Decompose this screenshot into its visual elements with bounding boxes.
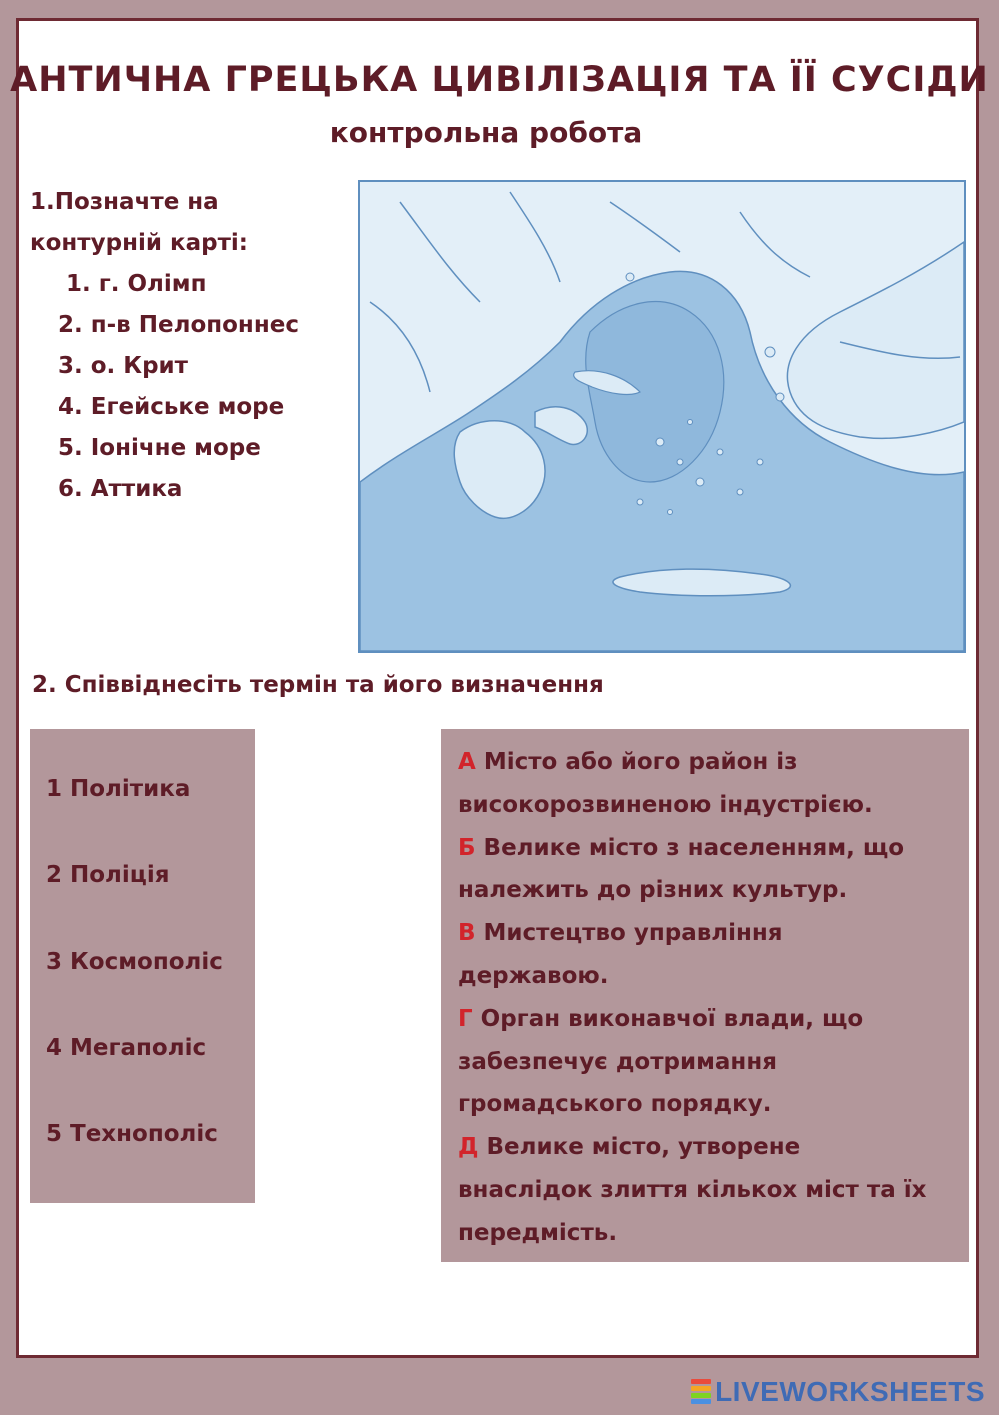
liveworksheets-logo — [691, 1375, 985, 1409]
task1-item: 3. о. Крит — [58, 353, 189, 379]
definition-text: Мистецтво управління — [475, 920, 783, 947]
definition-line — [458, 1041, 959, 1084]
contour-map-drawing — [360, 182, 964, 651]
definition-text: належить до різних культур. — [458, 877, 848, 904]
definition-letter: Г — [458, 1005, 473, 1032]
term-item[interactable]: 5 Технополіс — [46, 1121, 218, 1147]
term-item[interactable]: 2 Поліція — [46, 862, 170, 888]
term-item[interactable]: 1 Політика — [46, 776, 191, 802]
definitions-panel — [441, 729, 969, 1262]
task1-item: 4. Егейське море — [58, 394, 285, 420]
task1-block — [30, 182, 299, 510]
task1-heading-line2: контурній карті: — [30, 230, 248, 256]
liveworksheets-logo-icon — [691, 1379, 711, 1405]
definition-line — [458, 784, 959, 827]
task1-heading-line1: 1.Позначте на — [30, 189, 219, 215]
definition-line — [458, 741, 959, 784]
definition-text: Місто або його район із — [475, 749, 798, 775]
definition-text: Велике місто, утворене — [478, 1134, 801, 1161]
task1-item: 5. Іонічне море — [58, 435, 261, 461]
definition-text: внаслідок злиття кількох міст та їх — [458, 1176, 927, 1203]
definition-line — [458, 827, 959, 870]
task1-item: 2. п-в Пелопоннес — [58, 312, 299, 338]
definition-letter: Д — [458, 1134, 479, 1161]
definition-text: Велике місто з населенням, що — [475, 834, 905, 861]
definition-line — [458, 955, 959, 998]
definition-line — [458, 912, 959, 955]
contour-map[interactable] — [358, 180, 966, 653]
definition-line — [458, 869, 959, 912]
definition-line — [458, 998, 959, 1041]
task2-heading: 2. Співвіднесіть термін та його визначення — [32, 672, 604, 698]
definition-line — [458, 1126, 959, 1169]
task1-item: 1. г. Олімп — [66, 271, 207, 297]
liveworksheets-logo-text: LIVEWORKSHEETS — [715, 1376, 985, 1407]
definition-text: передмість. — [458, 1219, 618, 1246]
definition-line — [458, 1169, 959, 1212]
page-title: АНТИЧНА ГРЕЦЬКА ЦИВІЛІЗАЦІЯ ТА ЇЇ СУСІДИ — [10, 60, 989, 100]
definition-letter: Б — [458, 834, 476, 861]
definition-line — [458, 1212, 959, 1255]
definition-text: Орган виконавчої влади, що — [472, 1005, 864, 1032]
term-item[interactable]: 4 Мегаполіс — [46, 1035, 207, 1061]
definition-text: громадського порядку. — [458, 1091, 772, 1118]
definition-letter: А — [458, 749, 476, 775]
definition-letter: В — [458, 920, 476, 947]
page-subtitle: контрольна робота — [329, 116, 643, 149]
definition-text: забезпечує дотримання — [458, 1048, 777, 1075]
definition-text: державою. — [458, 962, 609, 989]
terms-panel — [30, 729, 255, 1203]
definition-text: високорозвиненою індустрією. — [458, 791, 873, 818]
task1-item: 6. Аттика — [58, 476, 183, 502]
definition-line — [458, 1083, 959, 1126]
term-item[interactable]: 3 Космополіс — [46, 949, 223, 975]
